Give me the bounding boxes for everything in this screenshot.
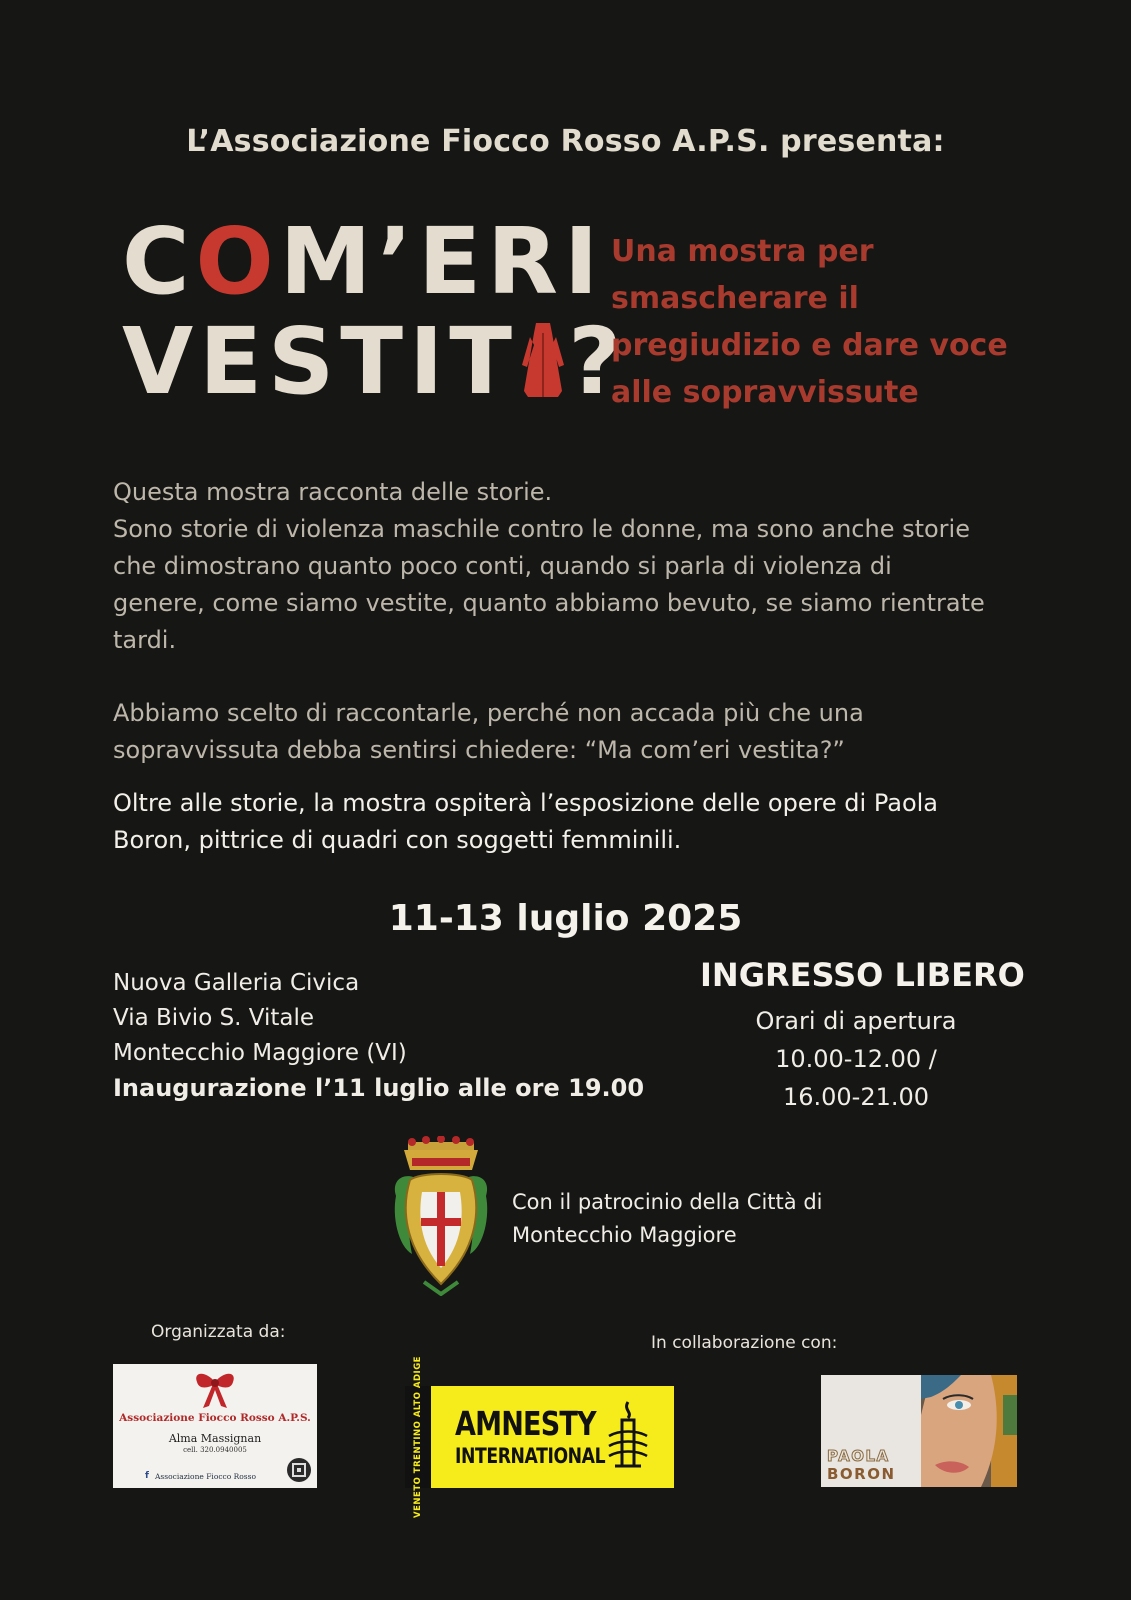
title-text-vestit: VESTIT [122,308,519,415]
tagline-line: smascherare il [611,281,859,316]
candle-barbed-wire-icon [605,1400,651,1480]
opening-hours [700,1002,1012,1116]
fiocco-rosso-business-card [113,1364,317,1488]
hours-line: 10.00-12.00 / [775,1045,937,1073]
patronage-line: Montecchio Maggiore [512,1223,737,1247]
venue-line: Montecchio Maggiore (VI) [113,1040,407,1066]
paragraph-line: Abbiamo scelto di raccontarle, perché non accada più che una [113,699,864,727]
inauguration-note: Inaugurazione l’11 luglio alle ore 19.00 [113,1074,645,1102]
venue-line: Via Bivio S. Vitale [113,1005,315,1031]
purpose-paragraph [113,695,1013,769]
paragraph-line: Sono storie di violenza maschile contro le donne, ma sono anche storie [113,515,970,543]
title-question-mark: ? [568,308,628,415]
international-word: INTERNATIONAL [455,1444,606,1468]
paragraph-line: sopravvissuta debba sentirsi chiedere: “Ma com’eri vestita?” [113,736,845,764]
paola-boron-logo [821,1375,1017,1487]
city-crest-icon [390,1136,492,1296]
patronage-line: Con il patrocinio della Città di [512,1190,823,1214]
intro-paragraph [113,474,1013,659]
organized-by-label: Organizzata da: [151,1322,286,1342]
venue-line: Nuova Galleria Civica [113,970,360,996]
qr-badge-icon [287,1458,311,1486]
boron-last-name: BORON [827,1465,896,1483]
title-line-2 [122,308,628,418]
collaboration-label: In collaborazione con: [651,1333,838,1353]
event-dates: 11-13 luglio 2025 [388,898,743,939]
patronage-text [512,1186,822,1252]
paragraph-line: Oltre alle storie, la mostra ospiterà l’esposizione delle opere di Paola [113,789,938,817]
exhibition-title [122,208,628,422]
amnesty-region-band [405,1356,431,1518]
boron-first-name: PAOLA [827,1447,890,1465]
amnesty-region-text: VENETO TRENTINO ALTO ADIGE [413,1356,423,1518]
paragraph-line: Boron, pittrice di quadri con soggetti femminili. [113,826,682,854]
amnesty-word: AMNESTY [455,1404,596,1443]
title-letter-o-red: O [195,208,280,315]
card-person-name: Alma Massignan [168,1432,262,1445]
facebook-icon: f [145,1471,149,1481]
card-association-name: Associazione Fiocco Rosso A.P.S. [119,1412,311,1424]
tagline-line: Una mostra per [611,234,874,269]
tagline [611,228,1031,416]
red-dress-icon [518,318,568,418]
paragraph-line: che dimostrano quanto poco conti, quando si parla di violenza di [113,552,892,580]
title-line-1 [122,208,605,315]
painted-face-artwork [921,1375,1017,1487]
card-facebook: Associazione Fiocco Rosso [155,1472,257,1481]
amnesty-logo [405,1356,674,1518]
venue-address [113,966,644,1106]
title-letter-c: C [122,208,196,315]
hours-title: Orari di apertura [755,1007,957,1035]
artist-paragraph [113,785,1013,859]
hours-line: 16.00-21.00 [782,1083,930,1111]
tagline-line: pregiudizio e dare voce [611,328,1008,363]
paragraph-line: tardi. [113,626,177,654]
paragraph-line: genere, come siamo vestite, quanto abbiamo bevuto, se siamo rientrate [113,589,985,617]
title-text-meri: M’ERI [279,208,605,315]
card-phone: cell. 320.0940005 [183,1446,247,1454]
free-entry-label: INGRESSO LIBERO [700,956,1025,994]
red-ribbon-icon [191,1368,239,1414]
paragraph-line: Questa mostra racconta delle storie. [113,478,553,506]
presenter-heading: L’Associazione Fiocco Rosso A.P.S. presenta: [186,124,945,159]
tagline-line: alle sopravvissute [611,375,919,410]
